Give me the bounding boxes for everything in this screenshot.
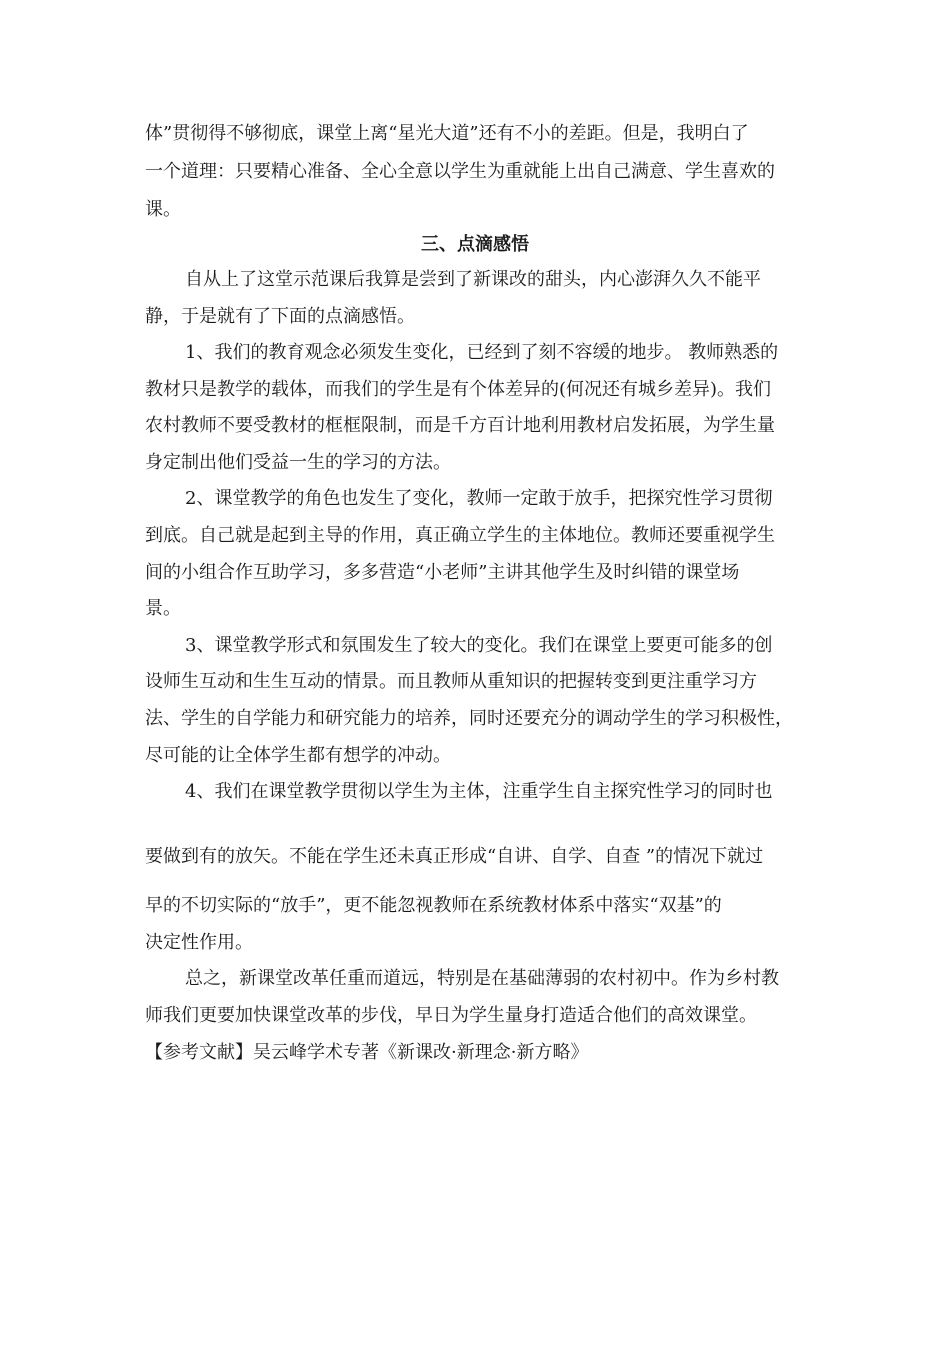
paragraph-line: 尽可能的让全体学生都有想学的冲动。 bbox=[145, 745, 451, 766]
paragraph-line: 设师生互动和生生互动的情景。而且教师从重知识的把握转变到更注重学习方 bbox=[145, 671, 757, 692]
paragraph-line: 到底。自己就是起到主导的作用，真正确立学生的主体地位。教师还要重视学生 bbox=[145, 525, 775, 546]
intro-line: 一个道理：只要精心准备、全心全意以学生为重就能上出自己满意、学生喜欢的 bbox=[145, 161, 775, 182]
intro-line: 课。 bbox=[145, 199, 181, 220]
paragraph-line: 决定性作用。 bbox=[145, 932, 253, 953]
reference-line: 【参考文献】吴云峰学术专著《新课改·新理念·新方略》 bbox=[145, 1042, 589, 1063]
paragraph-line: 身定制出他们受益一生的学习的方法。 bbox=[145, 452, 451, 473]
paragraph-line: 景。 bbox=[145, 598, 181, 619]
paragraph-line: 间的小组合作互助学习，多多营造“小老师”主讲其他学生及时纠错的课堂场 bbox=[145, 562, 740, 583]
paragraph-line: 4、我们在课堂教学贯彻以学生为主体，注重学生自主探究性学习的同时也 bbox=[185, 781, 773, 802]
paragraph-line: 农村教师不要受教材的框框限制，而是千方百计地利用教材启发拓展，为学生量 bbox=[145, 415, 775, 436]
paragraph-line: 3、课堂教学形式和氛围发生了较大的变化。我们在课堂上要更可能多的创 bbox=[185, 635, 773, 656]
paragraph-line: 师我们更要加快课堂改革的步伐，早日为学生量身打造适合他们的高效课堂。 bbox=[145, 1005, 757, 1026]
intro-line: 体”贯彻得不够彻底，课堂上离“星光大道”还有不小的差距。但是，我明白了 bbox=[145, 123, 749, 144]
paragraph-line: 法、学生的自学能力和研究能力的培养，同时还要充分的调动学生的学习积极性， bbox=[145, 708, 793, 729]
paragraph-line: 2、课堂教学的角色也发生了变化，教师一定敢于放手，把探究性学习贯彻 bbox=[185, 488, 773, 509]
paragraph-line: 自从上了这堂示范课后我算是尝到了新课改的甜头，内心澎湃久久不能平 bbox=[185, 269, 761, 290]
paragraph-line: 总之，新课堂改革任重而道远，特别是在基础薄弱的农村初中。作为乡村教 bbox=[185, 968, 779, 989]
section-heading: 三、点滴感悟 bbox=[421, 234, 529, 255]
paragraph-line: 早的不切实际的“放手”，更不能忽视教师在系统教材体系中落实“双基”的 bbox=[145, 895, 722, 916]
paragraph-line: 要做到有的放矢。不能在学生还未真正形成“自讲、自学、自查 ”的情况下就过 bbox=[145, 846, 764, 867]
paragraph-line: 静，于是就有了下面的点滴感悟。 bbox=[145, 306, 415, 327]
paragraph-line: 教材只是教学的载体，而我们的学生是有个体差异的(何况还有城乡差异)。我们 bbox=[145, 379, 772, 400]
paragraph-line: 1、我们的教育观念必须发生变化，已经到了刻不容缓的地步。 教师熟悉的 bbox=[185, 342, 779, 363]
